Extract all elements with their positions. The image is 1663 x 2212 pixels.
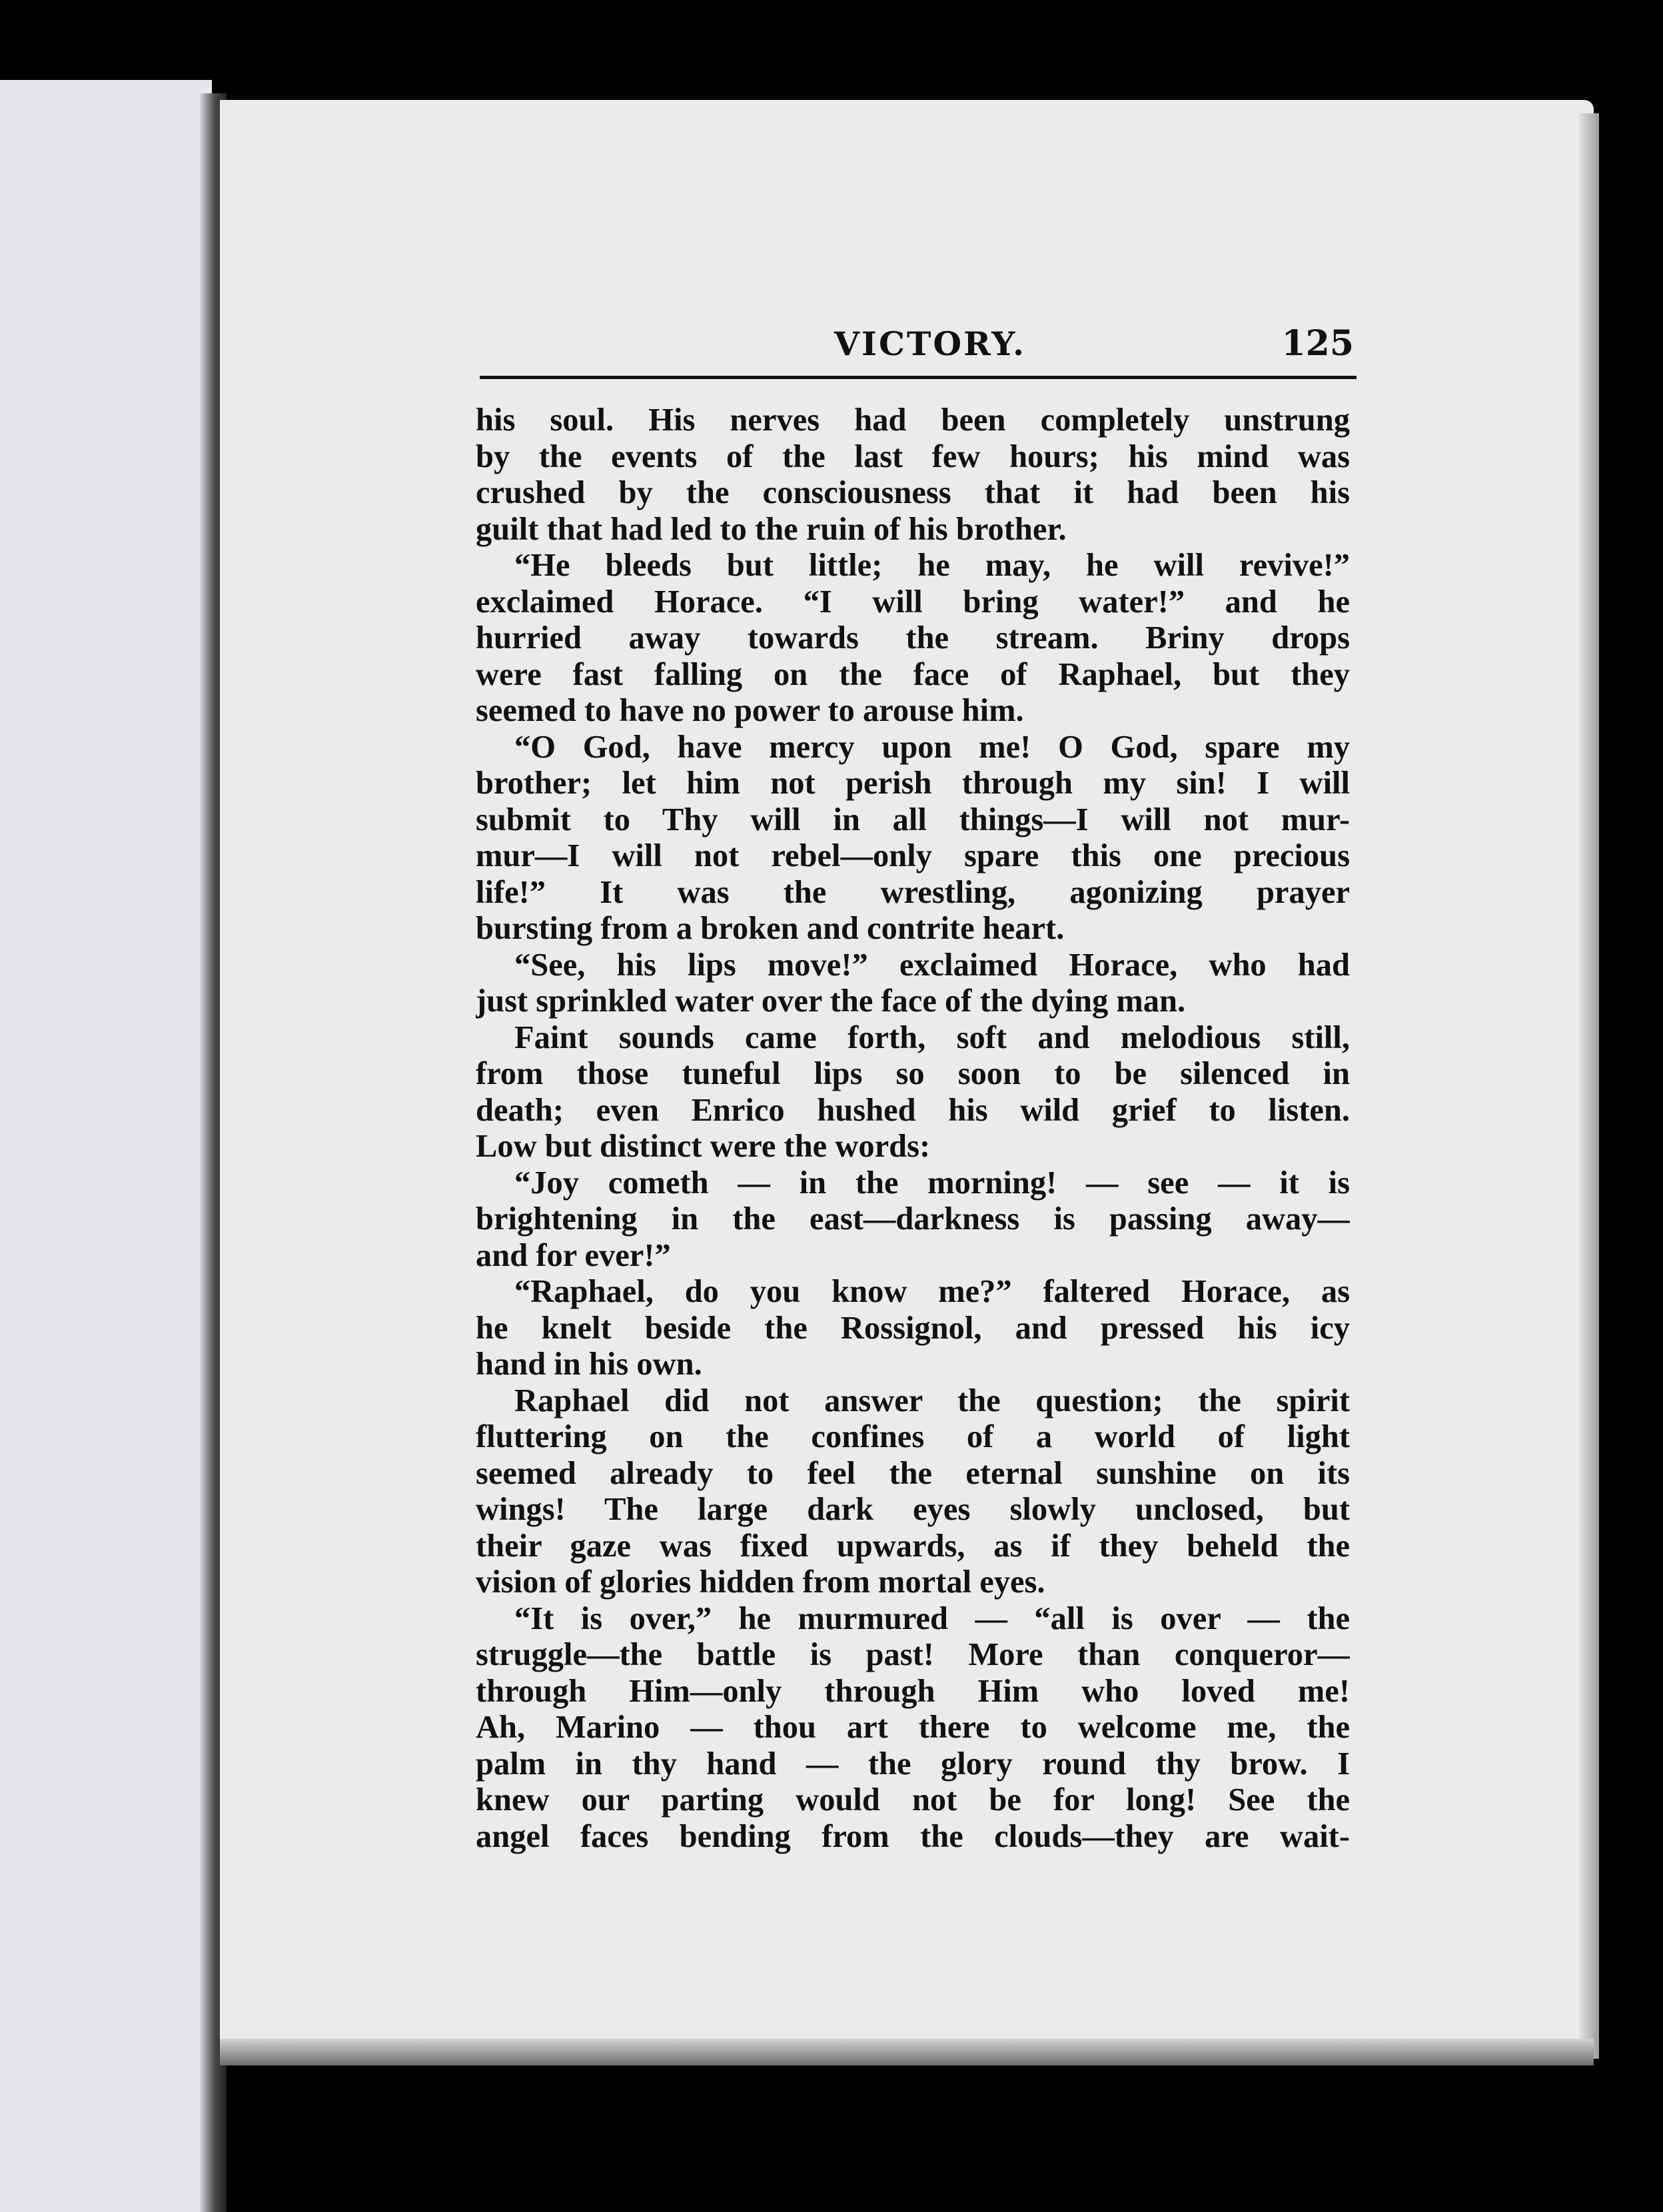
text-line: from those tuneful lips so soon to be silenced in [476, 1056, 1350, 1091]
text-line: Faint sounds came forth, soft and melodious still, [514, 1019, 1350, 1055]
text-line: “Raphael, do you know me?” faltered Horace, as [514, 1274, 1350, 1309]
text-line: “O God, have mercy upon me! O God, spare my [514, 729, 1350, 765]
text-line: and for ever!” [476, 1237, 671, 1273]
page-number: 125 [1281, 323, 1354, 364]
text-line: mur—I will not rebel—only spare this one precious [476, 838, 1350, 873]
text-line: seemed to have no power to arouse him. [476, 693, 1024, 728]
text-line: fluttering on the confines of a world of light [476, 1419, 1350, 1454]
text-line: by the events of the last few hours; his mind was [476, 438, 1350, 474]
text-line: “It is over,” he murmured — “all is over — the [514, 1600, 1350, 1636]
running-head-title: VICTORY. [834, 324, 1027, 363]
running-head [478, 324, 1358, 380]
text-line: Raphael did not answer the question; the spirit [514, 1382, 1350, 1418]
text-line: brother; let him not perish through my sin! I will [476, 766, 1350, 801]
text-line: were fast falling on the face of Raphael, but they [476, 656, 1350, 692]
text-line: bursting from a broken and contrite heart. [476, 911, 1065, 946]
text-line: hand in his own. [476, 1347, 702, 1382]
text-line: angel faces bending from the clouds—they are wait- [476, 1818, 1350, 1854]
text-line: submit to Thy will in all things—I will not mur- [476, 802, 1350, 837]
text-line: palm in thy hand — the glory round thy brow. I [476, 1746, 1350, 1782]
text-line: “Joy cometh — in the morning! — see — it is [514, 1165, 1350, 1201]
text-line: their gaze was fixed upwards, as if they beheld the [476, 1528, 1350, 1564]
text-line: he knelt beside the Rossignol, and pressed his icy [476, 1310, 1350, 1346]
header-rule [480, 376, 1357, 379]
text-line: just sprinkled water over the face of the dying man. [476, 983, 1186, 1019]
text-line: brightening in the east—darkness is passing away— [476, 1201, 1350, 1237]
text-line: “He bleeds but little; he may, he will revive!” [514, 548, 1350, 583]
text-line: exclaimed Horace. “I will bring water!” and he [476, 584, 1350, 620]
page-fore-edge [1579, 113, 1599, 2059]
text-line: vision of glories hidden from mortal eyes. [476, 1564, 1045, 1600]
text-line: “See, his lips move!” exclaimed Horace, who had [514, 947, 1350, 983]
text-line: his soul. His nerves had been completely unstrung [476, 402, 1350, 438]
left-page-edge [0, 80, 212, 2212]
text-line: Ah, Marino — thou art there to welcome me, the [476, 1710, 1350, 1745]
text-line: struggle—the battle is past! More than conqueror— [476, 1637, 1350, 1672]
text-line: knew our parting would not be for long! See the [476, 1782, 1350, 1818]
text-line: Low but distinct were the words: [476, 1129, 931, 1164]
text-line: seemed already to feel the eternal sunshine on its [476, 1455, 1350, 1491]
text-line: hurried away towards the stream. Briny drops [476, 620, 1350, 656]
text-line: life!” It was the wrestling, agonizing prayer [476, 874, 1350, 910]
body-text [476, 402, 1350, 1855]
text-line: guilt that had led to the ruin of his brother. [476, 511, 1067, 547]
text-line: death; even Enrico hushed his wild grief to listen. [476, 1092, 1350, 1128]
text-line: crushed by the consciousness that it had been his [476, 475, 1350, 510]
text-line: through Him—only through Him who loved me! [476, 1673, 1350, 1709]
page-bottom-shadow [220, 2039, 1594, 2065]
text-line: wings! The large dark eyes slowly unclosed, but [476, 1492, 1350, 1527]
